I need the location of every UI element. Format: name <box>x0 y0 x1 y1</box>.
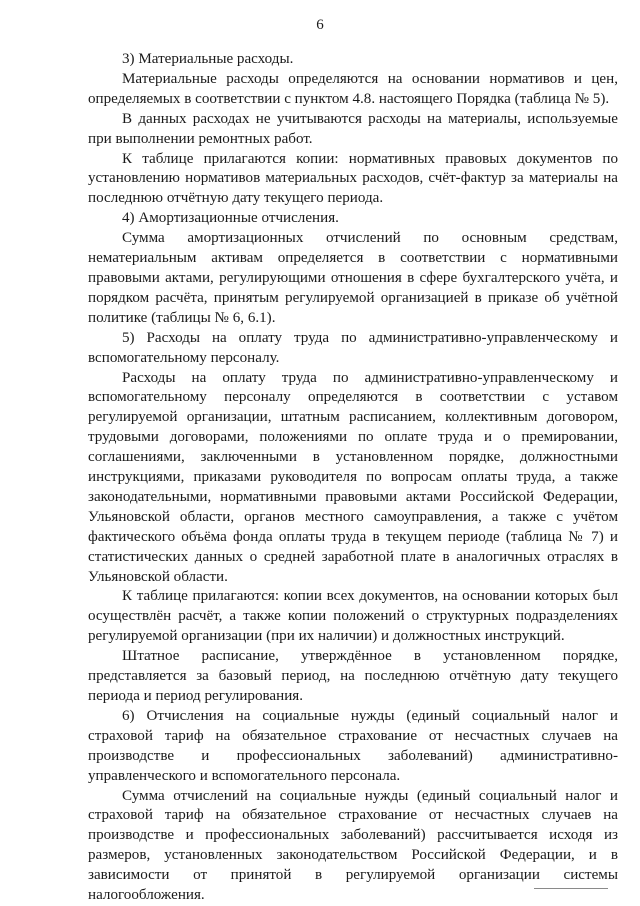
paragraph: Сумма амортизационных отчислений по основным средствам, нематериальным активам определяется в соответствии с нормативными правовыми актами, регулирующими отношения в сфере бухгалтерского учёта, и порядком расчёта, принятым регулируемой организацией в приказе об учётной политике (таблицы № 6, 6.1). <box>88 230 618 326</box>
section-heading-depreciation: 4) Амортизационные отчисления. <box>122 210 339 227</box>
page-number: 6 <box>316 17 324 33</box>
section-heading-material-expenses: 3) Материальные расходы. <box>122 51 294 67</box>
paragraph: В данных расходах не учитываются расходы на материалы, используемые при выполнении ремонтных работ. <box>88 110 618 147</box>
paragraph: Сумма отчислений на социальные нужды (единый социальный налог и страховой тариф на обязательное страхование от несчастных случаев на производстве и профессиональных заболеваний) рассчитывается исходя из размеров, установленных законодательством Российской Федерации, и в зависимости от принятой в регулируемой организации системы налогообложения. <box>88 787 618 904</box>
paragraph: К таблице прилагаются копии: нормативных правовых документов по установлению нормативов материальных расходов, счёт-фактур за материалы на последнюю отчётную дату текущего периода. <box>88 150 618 207</box>
section-heading-social-contributions: 6) Отчисления на социальные нужды (единый социальный налог и страховой тариф на обязательное страхование от несчастных случаев на производстве и профессиональных заболеваний) административно-управленческого и вспомогательного персонала. <box>88 707 618 784</box>
page-bottom-mark <box>534 888 608 889</box>
document-body <box>88 50 618 906</box>
paragraph: Штатное расписание, утверждённое в установленном порядке, представляется за базовый период, на последнюю отчётную дату текущего периода и период регулирования. <box>88 648 618 704</box>
paragraph: К таблице прилагаются: копии всех документов, на основании которых был осуществлён расчёт, а также копии положений о структурных подразделениях регулируемой организации (при их наличии) и должностных инструкций. <box>88 588 618 645</box>
section-heading-labor-costs: 5) Расходы на оплату труда по административно-управленческому и вспомогательному персоналу. <box>88 329 618 366</box>
paragraph: Расходы на оплату труда по административно-управленческому и вспомогательному персоналу определяются в соответствии с уставом регулируемой организации, штатным расписанием, коллективным договором, трудовыми договорами, положениями по оплате труда и о премировании, соглашениями, заключенными в установленном порядке, должностными инструкциями, приказами руководителя по вопросам оплаты труда, а также законодательными, нормативными правовыми актами Российской Федерации, Ульяновской области, органов местного самоуправления, а также с учётом фактического объёма фонда оплаты труда в текущем периоде (таблица № 7) и статистических данных о средней заработной плате в аналогичных отраслях в Ульяновской области. <box>88 369 618 585</box>
paragraph: Материальные расходы определяются на основании нормативов и цен, определяемых в соответствии с пунктом 4.8. настоящего Порядка (таблица № 5). <box>88 70 618 107</box>
